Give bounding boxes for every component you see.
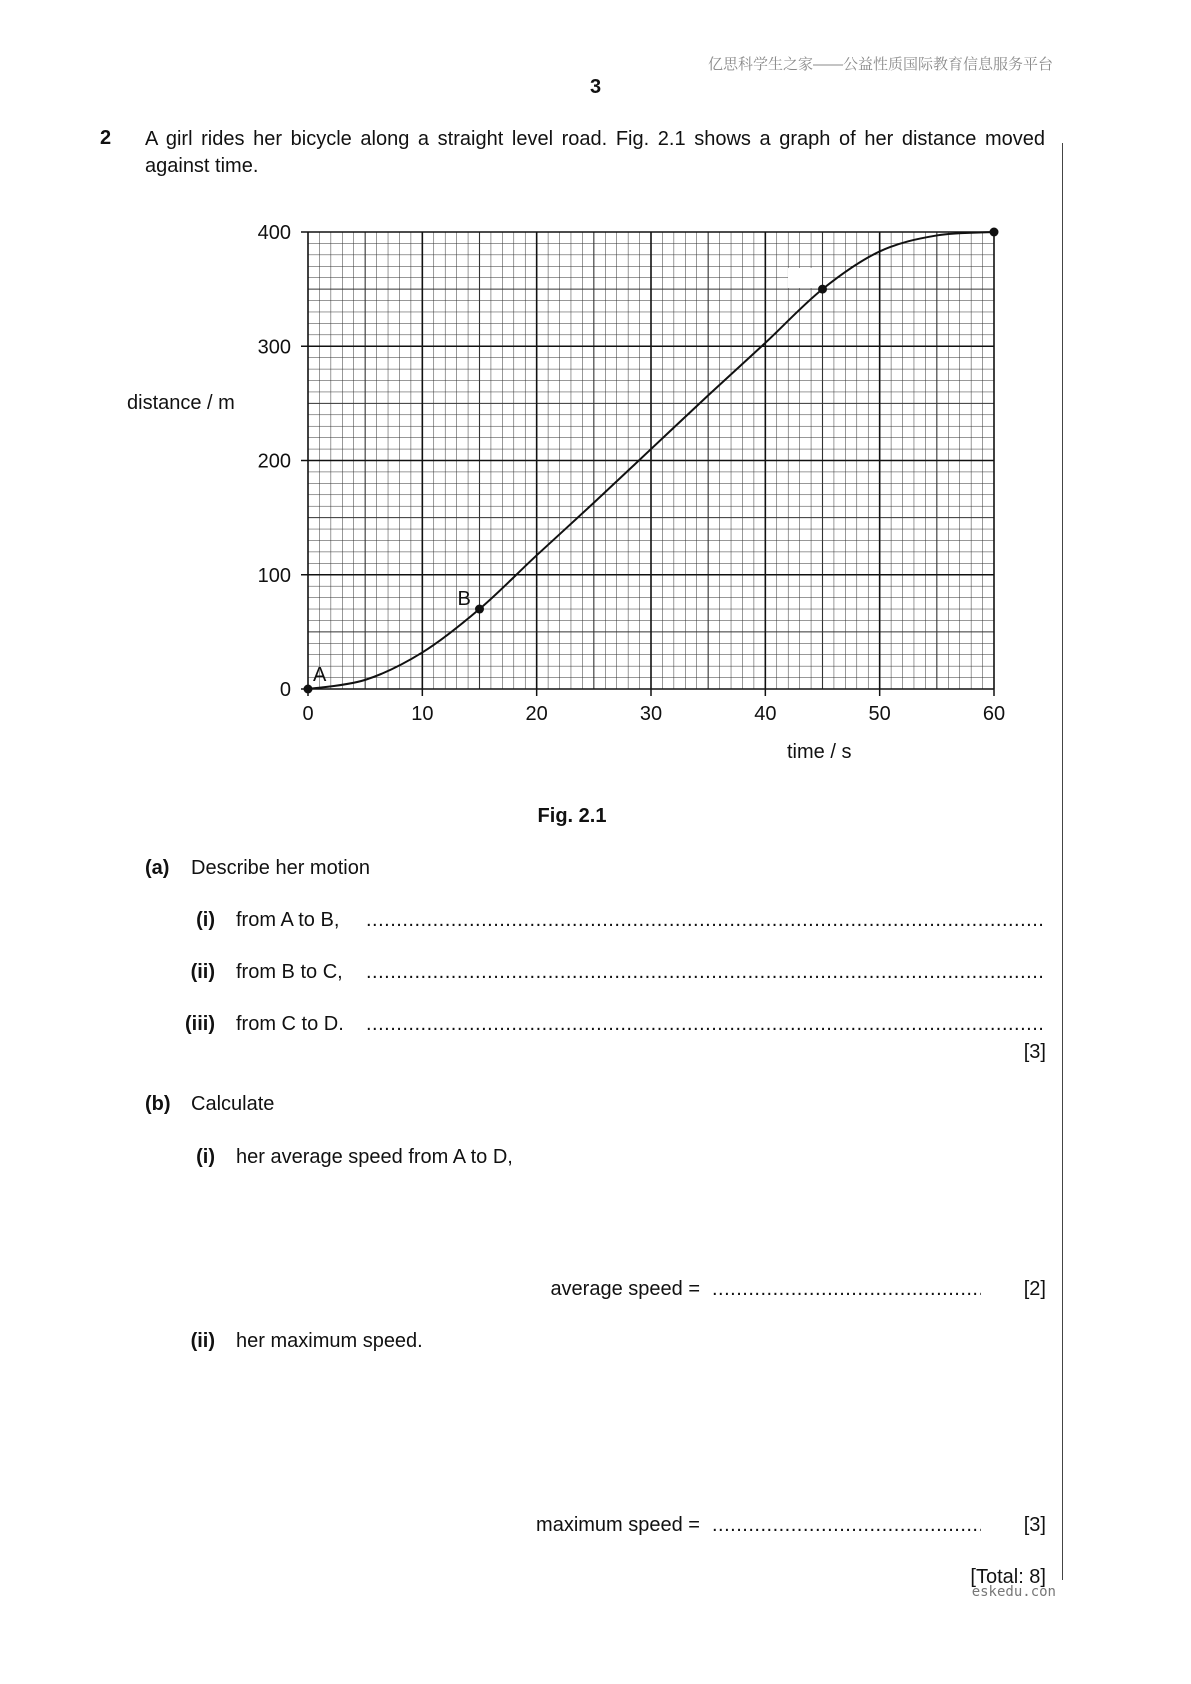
part-b-ii-marks: [3] <box>1023 1514 1046 1536</box>
average-speed-label: average speed = <box>550 1278 700 1300</box>
footer-watermark: eskedu.con <box>971 1584 1056 1600</box>
point-label: B <box>457 588 471 611</box>
page-number: 3 <box>589 76 602 98</box>
x-tick-label: 40 <box>754 703 777 725</box>
y-axis-label: distance / m <box>127 392 235 414</box>
axis-ticks <box>301 232 994 696</box>
part-a-i-num: (i) <box>196 909 215 931</box>
question-text: A girl rides her bicycle along a straight level road. Fig. 2.1 shows a graph of her distance moved against time. <box>145 128 1045 177</box>
distance-time-graph <box>0 0 1191 800</box>
point-label: A <box>313 664 327 686</box>
y-tick-label: 400 <box>257 222 291 244</box>
watermark-text: 亿思科学生之家——公益性质国际教育信息服务平台 <box>707 56 1053 73</box>
part-a-ii-num: (ii) <box>190 961 215 983</box>
x-tick-label: 50 <box>868 703 891 725</box>
label-c-blank <box>788 268 822 288</box>
x-tick-label: 0 <box>302 703 314 725</box>
y-tick-label: 100 <box>257 564 291 587</box>
question-number: 2 <box>100 127 112 149</box>
part-a-prompt: Describe her motion <box>191 857 370 879</box>
curve-point <box>990 228 999 237</box>
part-b-i-marks: [2] <box>1023 1278 1046 1300</box>
x-tick-label: 20 <box>525 703 548 725</box>
y-tick-labels <box>258 222 291 701</box>
x-tick-labels <box>302 703 1005 725</box>
x-tick-label: 30 <box>639 703 663 725</box>
total-marks: [Total: 8] <box>970 1566 1046 1588</box>
part-b-ii-num: (ii) <box>190 1330 215 1352</box>
answer-line-a-i[interactable] <box>366 909 1042 932</box>
average-speed-answer-line[interactable] <box>712 1278 981 1301</box>
x-tick-label: 60 <box>982 703 1006 725</box>
curve-point <box>818 285 827 294</box>
part-a-label: (a) <box>145 857 170 879</box>
part-a-iii-text: from C to D. <box>236 1013 344 1035</box>
part-b-ii-text: her maximum speed. <box>236 1330 423 1352</box>
part-b-i-text: her average speed from A to D, <box>236 1146 513 1168</box>
figure-caption: Fig. 2.1 <box>537 805 607 827</box>
part-b-i-num: (i) <box>196 1146 215 1168</box>
y-tick-label: 200 <box>257 450 291 473</box>
answer-line-a-ii[interactable] <box>366 961 1042 984</box>
maximum-speed-label: maximum speed = <box>536 1514 700 1536</box>
part-a-iii-num: (iii) <box>185 1013 215 1035</box>
curve-point <box>304 685 313 694</box>
y-tick-label: 300 <box>257 336 291 359</box>
answer-line-a-iii[interactable] <box>366 1013 1042 1036</box>
x-axis-label: time / s <box>787 741 852 763</box>
part-a-ii-text: from B to C, <box>236 961 343 983</box>
part-b-label: (b) <box>145 1093 171 1115</box>
maximum-speed-answer-line[interactable] <box>712 1514 981 1537</box>
x-tick-label: 10 <box>411 703 434 725</box>
y-tick-label: 0 <box>279 679 291 701</box>
part-a-marks: [3] <box>1023 1041 1046 1063</box>
part-b-prompt: Calculate <box>191 1093 275 1115</box>
part-a-i-text: from A to B, <box>236 909 340 931</box>
curve-point <box>475 605 484 614</box>
